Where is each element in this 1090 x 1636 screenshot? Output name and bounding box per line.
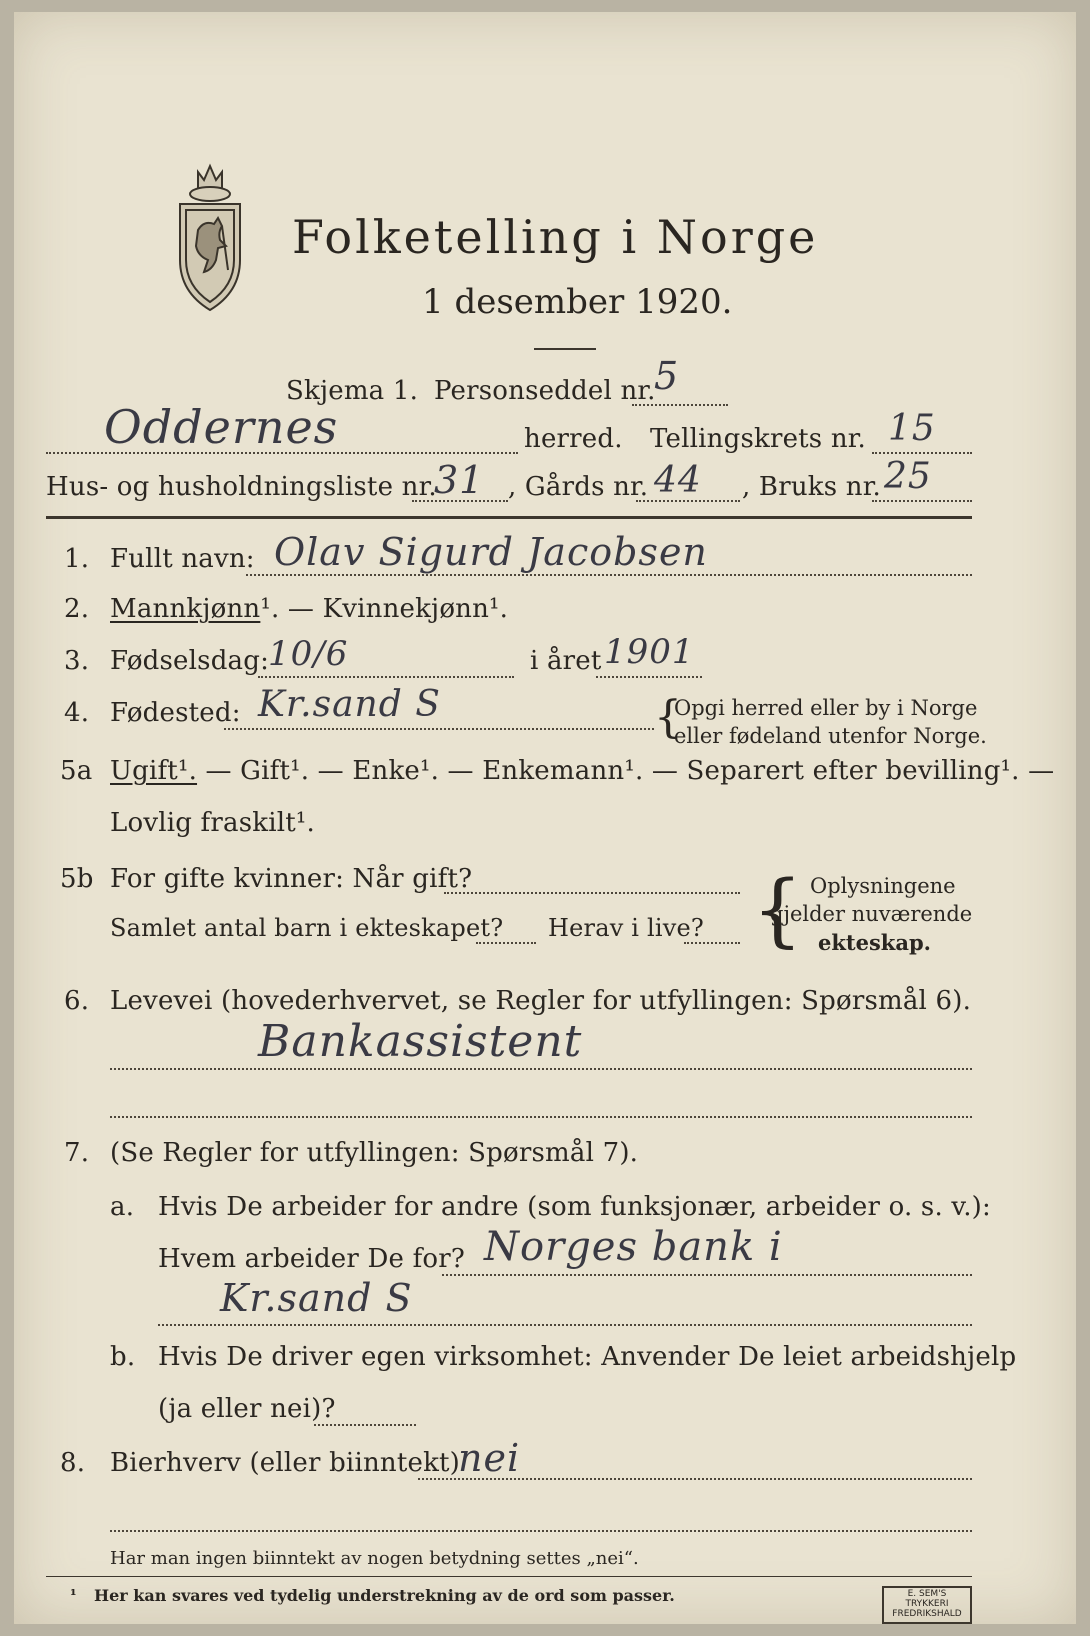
q8-label: Bierhverv (eller biinntekt): [110, 1448, 461, 1478]
footer-separator: [46, 1576, 972, 1577]
q5b-note-3: ekteskap.: [818, 930, 931, 955]
q4-note-2: eller fødeland utenfor Norge.: [674, 724, 987, 748]
q5b-alive-label: Herav i live?: [548, 914, 704, 942]
employer-line-2: [158, 1324, 972, 1326]
personseddel-label: Personseddel nr.: [434, 376, 656, 406]
census-form-page: [14, 12, 1076, 1624]
bruks-value[interactable]: 25: [884, 456, 932, 497]
nei-note: Har man ingen biinntekt av nogen betydning settes „nei“.: [110, 1548, 639, 1569]
lovlig-fraskilt-option[interactable]: Lovlig fraskilt¹.: [110, 808, 315, 838]
birth-year-line: [596, 676, 702, 678]
q4-note-1: Opgi herred eller by i Norge: [674, 696, 978, 720]
q5b-note-1: Oplysningene: [810, 874, 956, 898]
title-divider: [534, 348, 596, 350]
q3-year-label: i året: [530, 646, 602, 676]
q5b-note-2: gjelder nuværende: [770, 902, 973, 926]
q5b-brace: {: [752, 863, 803, 956]
q3-label: Fødselsdag:: [110, 646, 270, 676]
male-option[interactable]: Mannkjønn: [110, 594, 261, 624]
q2-options: [110, 594, 508, 624]
q5b-children-label: Samlet antal barn i ekteskapet?: [110, 914, 504, 942]
marital-other-options[interactable]: — Gift¹. — Enke¹. — Enkemann¹. — Separert efter bevilling¹. —: [197, 756, 1055, 786]
birthplace-value[interactable]: Kr.sand S: [258, 684, 441, 725]
bruks-line: [872, 500, 972, 502]
hus-label: Hus- og husholdningsliste nr.: [46, 472, 437, 502]
q7-number: 7.: [64, 1138, 90, 1168]
q6-label: Levevei (hovederhvervet, se Regler for utfyllingen: Spørsmål 6).: [110, 986, 972, 1016]
birthday-value[interactable]: 10/6: [268, 634, 349, 674]
married-when-line: [444, 892, 740, 894]
side-income-value[interactable]: nei: [458, 1436, 521, 1480]
personseddel-value[interactable]: 5: [654, 354, 680, 398]
q5b-number: 5b: [60, 864, 94, 894]
q4-label: Fødested:: [110, 698, 241, 728]
gards-value[interactable]: 44: [654, 460, 702, 501]
children-count-line: [476, 942, 536, 944]
female-option[interactable]: Kvinnekjønn¹.: [322, 594, 509, 624]
employer-value-1[interactable]: Norges bank i: [484, 1224, 783, 1270]
full-name-value[interactable]: Olav Sigurd Jacobsen: [274, 530, 708, 574]
employer-line-1: [442, 1274, 972, 1276]
form-title: Folketelling i Norge: [292, 210, 819, 264]
q1-label: Fullt navn:: [110, 544, 255, 574]
q7-label: (Se Regler for utfyllingen: Spørsmål 7).: [110, 1138, 639, 1168]
q7b-number: b.: [110, 1342, 136, 1372]
herred-value[interactable]: Oddernes: [104, 400, 339, 454]
q1-number: 1.: [64, 544, 90, 574]
q3-number: 3.: [64, 646, 90, 676]
hus-value[interactable]: 31: [434, 458, 485, 502]
q7b-label: Hvis De driver egen virksomhet: Anvender De leiet arbeidshjelp: [158, 1342, 1017, 1372]
bruks-label: , Bruks nr.: [742, 472, 881, 502]
tellingskrets-value[interactable]: 15: [888, 408, 936, 449]
gards-label: , Gårds nr.: [508, 472, 649, 502]
q2-separator: ¹. —: [260, 594, 323, 624]
q4-brace: {: [654, 692, 682, 743]
birth-year-value[interactable]: 1901: [604, 632, 695, 672]
herred-label: herred.: [524, 424, 623, 454]
q2-number: 2.: [64, 594, 90, 624]
footnote-text: Her kan svares ved tydelig understrekning av de ord som passer.: [94, 1586, 675, 1605]
coat-of-arms-icon: [168, 160, 252, 320]
employer-value-2[interactable]: Kr.sand S: [220, 1276, 413, 1320]
q8-number: 8.: [60, 1448, 86, 1478]
q5a-number: 5a: [60, 756, 93, 786]
q6-number: 6.: [64, 986, 90, 1016]
birthplace-line: [224, 728, 654, 730]
q7a-number: a.: [110, 1192, 135, 1222]
q7a-employer-label: Hvem arbeider De for?: [158, 1244, 466, 1274]
q4-number: 4.: [64, 698, 90, 728]
q5b-label: For gifte kvinner: Når gift?: [110, 864, 473, 894]
printer-stamp: E. SEM'S TRYKKERI FREDRIKSHALD: [882, 1586, 972, 1624]
side-income-line-2: [110, 1530, 972, 1532]
tellingskrets-label: Tellingskrets nr.: [650, 424, 866, 454]
marital-status-options: [110, 756, 1054, 786]
occupation-line-2: [110, 1116, 972, 1118]
q7b-help-label: (ja eller nei)?: [158, 1394, 336, 1424]
hired-help-line: [314, 1424, 416, 1426]
children-alive-line: [684, 942, 740, 944]
census-date: 1 desember 1920.: [422, 282, 733, 322]
occupation-line-1: [110, 1068, 972, 1070]
tellingskrets-line: [872, 452, 972, 454]
footnote-mark: ¹: [70, 1586, 77, 1604]
header-separator: [46, 516, 972, 519]
personseddel-line: [632, 404, 728, 406]
ugift-option[interactable]: Ugift¹.: [110, 756, 198, 786]
full-name-line: [246, 574, 972, 576]
occupation-value[interactable]: Bankassistent: [258, 1016, 583, 1067]
schema-label: Skjema 1.: [286, 376, 419, 406]
birthday-line: [258, 676, 514, 678]
q7a-label: Hvis De arbeider for andre (som funksjonær, arbeider o. s. v.):: [158, 1192, 991, 1222]
